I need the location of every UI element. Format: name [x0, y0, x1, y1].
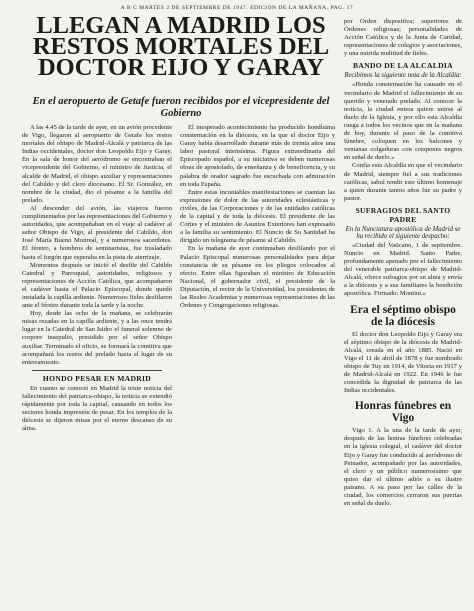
article-paragraph: Momentos después se inició el desfile del Cabildo Catedral y Parroquial, autoridades, religiosos y representaciones de Acción Católica, que acompañaron el cadáver hasta el Palacio Episcopal, donde quedó instalada la capilla ardiente. Numerosos fieles desfilaron ante el féretro durante toda la tarde y la noche. — [22, 261, 172, 310]
subheadline: En el aeropuerto de Getafe fueron recibidos por el vicepresidente del Gobierno — [32, 96, 330, 119]
section-title-septimo-obispo: Era el séptimo obispo de la diócesis — [350, 303, 456, 328]
section-title-bando: BANDO DE LA ALCALDIA — [353, 61, 453, 71]
article-paragraph: «Ciudad del Vaticano, 1 de septiembre. Nuncio en Madrid. Santo Padre, profundamente apenado por el fallecimiento del venerable patriarca-obispo de Madrid-Alcalá, ofrece sufragios por su alma y envía a la diócesis y a sus familiares la bendición apostólica. Firmado: Montini.» — [344, 241, 462, 298]
section-divider — [32, 370, 162, 371]
article-paragraph: Vigo 1. A la una de la tarde de ayer, después de las honras fúnebres celebradas en la iglesia colegial, el cadáver del doctor Eijo y Garay fue conducido al aeródromo de Peinador, acompañado por las autoridades, el clero y un público numerosísimo que quiso dar el último adiós a su ilustre paisano. A su paso por las calles de la ciudad, los comercios cerraron sus puertas en señal de duelo. — [344, 427, 462, 508]
section-title: HONDO PESAR EN MADRID — [42, 373, 152, 383]
article-paragraph: El inesperado acontecimiento ha producido hondísima consternación en la diócesis, en la que el doctor Eijo y Garay había desarrollado durante más de treinta años una labor pastoral intensísima. Figura extraordinaria del Episcopado español, a su iniciativa se deben numerosas obras de apostolado, de enseñanza y de beneficencia, y su palabra de orador sagrado fue escuchada con admiración en toda España. — [180, 124, 335, 188]
article-paragraph: «Honda consternación ha causado en el vecindario de Madrid el fallecimiento de su querido y venerado prelado. Al conocer la noticia, la ciudad entera quiere unirse al duelo de la Iglesia, y por ello esta Alcaldía ruega a todos los vecinos que en la mañana de hoy, durante el paso de la comitiva fúnebre, coloquen en los balcones y ventanas colgaduras con crespones negros en señal de duelo.» — [344, 81, 462, 162]
article-paragraph: En la mañana de ayer continuaban desfilando por el Palacio Episcopal numerosas personalidades para dejar constancia de su pésame en los pliegos colocados al efecto. Entre ellas figuraban el ministro de Educación Nacional, el gobernador civil, el presidente de la Diputación, el rector de la Universidad, los presidentes de las Reales Academias y numerosas representaciones de las Órdenes y Congregaciones religiosas. — [180, 245, 335, 310]
headline: LLEGAN A MADRID LOS RESTOS MORTALES DEL DOCTOR EIJO Y GARAY — [32, 12, 330, 81]
section-title-honras-vigo: Honras fúnebres en Vigo — [354, 400, 452, 425]
article-paragraph: En cuanto se conoció en Madrid la triste noticia del fallecimiento del patriarca-obispo, la noticia se extendió rápidamente por toda la capital, causando en todos los sectores honda impresión de pesar. En los templos de la diócesis se dijeron misas por el eterno descanso de su alma. — [22, 384, 172, 433]
article-paragraph: por Orden dispositiva; superiores de Órdenes religiosas; personalidades de Acción Católica y de la Junta de Caridad, representaciones de colegios y asociaciones, y una nutrida multitud de fieles. — [344, 18, 462, 58]
article-column-1 — [22, 124, 172, 586]
article-paragraph: Confía esta Alcaldía en que el vecindario de Madrid, siempre fiel a sus tradiciones católicas, sabrá rendir este último homenaje a quien durante tantos años fue su padre y pastor. — [344, 162, 462, 202]
article-paragraph: Al descender del avión, las viajeros fueron cumplimentados por las representaciones del Gobierno y autoridades, que acompañaban en el viaje al cadáver al señor Obispo de Vigo, al presidente del Cabildo, don José María Bueno Monreal, y a numerosos sacerdotes. El féretro, a hombros de seminaristas, fue trasladado hasta el furgón que esperaba en la pista de aterrizaje. — [22, 204, 172, 261]
section-subtitle: Recibimos la siguiente nota de la Alcaldía: — [344, 72, 462, 80]
article-paragraph: El doctor don Leopoldo Eijo y Garay era el séptimo obispo de la diócesis de Madrid-Alcalá, creada en el año 1885. Nació en Vigo el 11 de abril de 1878 y fue nombrado obispo de Tuy en 1914, de Vitoria en 1917 y de Madrid-Alcalá en 1922. En 1946 le fue concedida la dignidad de patriarca de las Indias occidentales. — [344, 330, 462, 395]
article-paragraph: Hoy, desde las ocho de la mañana, se celebrarán misas rezadas en la capilla ardiente, y a las once tendrá lugar en la Catedral de San Isidro el funeral solemne de corpore insepulto, presidido por el señor Obispo auxiliar. Terminado el oficio, se formará la comitiva que acompañará los restos del prelado hasta el lugar de su enterramiento. — [22, 310, 172, 366]
running-head: A B C MARTES 2 DE SEPTIEMBRE DE 1947. EDICION DE LA MAÑANA, PAG. 17 — [120, 5, 354, 11]
article-paragraph: Entre estas incontables manifestaciones se cuentan las expresiones de dolor de las autoridades eclesiásticas y civiles, de las Corporaciones y de las entidades católicas de la capital y de toda la diócesis. El presidente de las Cortes y el ministro de Asuntos Exteriores han expresado a la familia su sentimiento. El Nuncio de Su Santidad ha dirigido un telegrama de pésame al Cabildo. — [180, 188, 335, 245]
article-column-3 — [344, 18, 462, 586]
article-paragraph: A las 4.45 de la tarde de ayer, en un avión procedente de Vigo, llegaron al aeropuerto de Getafe los restos mortales del obispo de Madrid-Alcalá y patriarca de las Indias occidentales, doctor don Leopoldo Eijo y Garay. En la sala de honor del aeródromo se encontraban el vicepresidente del Gobierno, el ministro de Justicia, el alcalde de Madrid, el obispo auxiliar y representaciones del Cabildo y del clero diocesano. El Sr. González, en nombre de la ciudad, dio el pésame a la familia del prelado. — [22, 124, 172, 204]
section-subtitle: En la Nunciatura apostólica de Madrid se ha recibido el siguiente despacho: — [345, 225, 461, 240]
section-title-sufragios: SUFRAGIOS DEL SANTO PADRE — [355, 205, 451, 224]
article-column-2 — [180, 124, 335, 586]
